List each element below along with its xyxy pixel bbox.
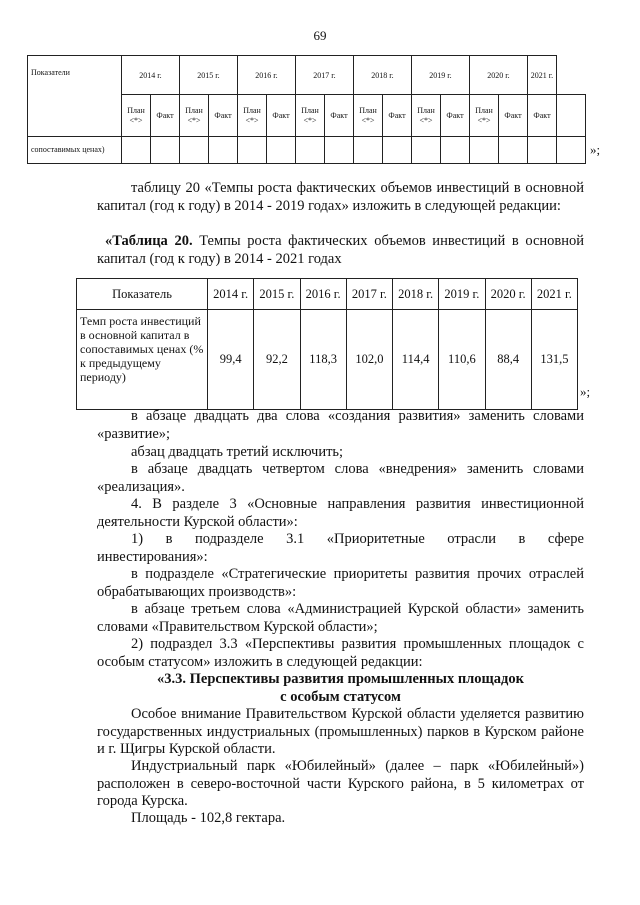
section-heading-line: с особым статусом (280, 688, 401, 705)
old-plan-cell: План <*> (470, 95, 499, 137)
old-fact-cell: Факт (151, 95, 180, 137)
new-value: 99,4 (208, 310, 254, 410)
paragraph: Площадь - 102,8 гектара. (131, 810, 286, 826)
old-fact-cell: Факт (499, 95, 528, 137)
paragraph: Индустриальный парк «Юбилейный» (далее – парк «Юбилейный») расположен в северо-восточной части Курского района, в 5 километрах от города Курска. (97, 758, 584, 809)
old-fact-cell: Факт (441, 95, 470, 137)
old-plan-cell: План <*> (238, 95, 267, 137)
old-plan-cell: План <*> (412, 95, 441, 137)
new-value: 131,5 (531, 310, 577, 410)
old-year: 2014 г. (122, 56, 180, 95)
paragraph: Особое внимание Правительством Курской области уделяется развитию государственных индустриальных (промышленных) парков в Курском районе и г. Щигры Курской области. (97, 706, 584, 757)
old-fact-cell: Факт (383, 95, 412, 137)
new-year: 2020 г. (485, 279, 531, 310)
old-fact-cell: Факт (528, 95, 557, 137)
table-caption-text: Темпы роста фактических объемов инвестиций в основной капитал (год к году) в 2014 - 2021 годах (97, 233, 585, 267)
old-plan-cell: План <*> (296, 95, 325, 137)
old-year: 2018 г. (354, 56, 412, 95)
old-year: 2016 г. (238, 56, 296, 95)
section-heading-line: «3.3. Перспективы развития промышленных площадок (157, 671, 524, 687)
old-plan-cell: План <*> (354, 95, 383, 137)
paragraph: 4. В разделе 3 «Основные направления развития инвестиционной деятельности Курской области»: (97, 496, 584, 530)
new-year: 2016 г. (300, 279, 346, 310)
new-table (76, 278, 578, 410)
new-table-header-label: Показатель (77, 279, 208, 310)
old-year: 2020 г. (470, 56, 528, 95)
paragraph: в подразделе «Стратегические приоритеты развития прочих отраслей обрабатывающих производств»: (97, 566, 584, 600)
old-plan-cell: План <*> (180, 95, 209, 137)
paragraph: в абзаце двадцать два слова «создания развития» заменить словами «развитие»; (97, 408, 584, 442)
new-year: 2018 г. (393, 279, 439, 310)
new-year: 2017 г. (346, 279, 392, 310)
new-value: 118,3 (300, 310, 346, 410)
new-row-label: Темп роста инвестиций в основной капитал в сопоставимых ценах (% к предыдущему периоду) (77, 310, 208, 410)
paragraph: в абзаце двадцать четвертом слова «внедрения» заменить словами «реализация». (97, 461, 584, 495)
new-year: 2019 г. (439, 279, 485, 310)
new-year: 2015 г. (254, 279, 300, 310)
old-table-closing-quote: »; (590, 142, 601, 157)
paragraph-table-20-intro: таблицу 20 «Темпы роста фактических объемов инвестиций в основной капитал (год к году) в 2014 - 2019 годах» изложить в следующей редакции: (97, 180, 584, 214)
paragraph: абзац двадцать третий исключить; (131, 444, 344, 460)
new-value: 110,6 (439, 310, 485, 410)
old-fact-cell: Факт (267, 95, 296, 137)
new-value: 88,4 (485, 310, 531, 410)
old-year: 2019 г. (412, 56, 470, 95)
new-year: 2021 г. (531, 279, 577, 310)
old-table-header-label: Показатели (28, 56, 122, 137)
old-table (27, 55, 586, 164)
new-value: 92,2 (254, 310, 300, 410)
paragraph: 2) подраздел 3.3 «Перспективы развития промышленных площадок с особым статусом» изложить в следующей редакции: (97, 636, 584, 670)
old-fact-cell: Факт (209, 95, 238, 137)
table-caption (97, 233, 584, 268)
old-fact-cell: Факт (325, 95, 354, 137)
page-number: 69 (313, 28, 327, 43)
new-value: 114,4 (393, 310, 439, 410)
old-year: 2017 г. (296, 56, 354, 95)
old-empty-cell (557, 95, 586, 137)
old-row-label: сопоставимых ценах) (28, 137, 122, 164)
new-year: 2014 г. (208, 279, 254, 310)
section-heading (97, 671, 584, 706)
new-value: 102,0 (346, 310, 392, 410)
paragraph: в абзаце третьем слова «Администрацией Курской области» заменить словами «Правительством Курской области»; (97, 601, 584, 635)
old-year: 2021 г. (528, 56, 557, 95)
new-table-closing-quote: »; (580, 384, 591, 399)
old-year: 2015 г. (180, 56, 238, 95)
paragraph: 1) в подразделе 3.1 «Приоритетные отрасли в сфере инвестирования»: (97, 531, 584, 565)
old-plan-cell: План <*> (122, 95, 151, 137)
table-caption-bold: «Таблица 20. (105, 233, 193, 249)
